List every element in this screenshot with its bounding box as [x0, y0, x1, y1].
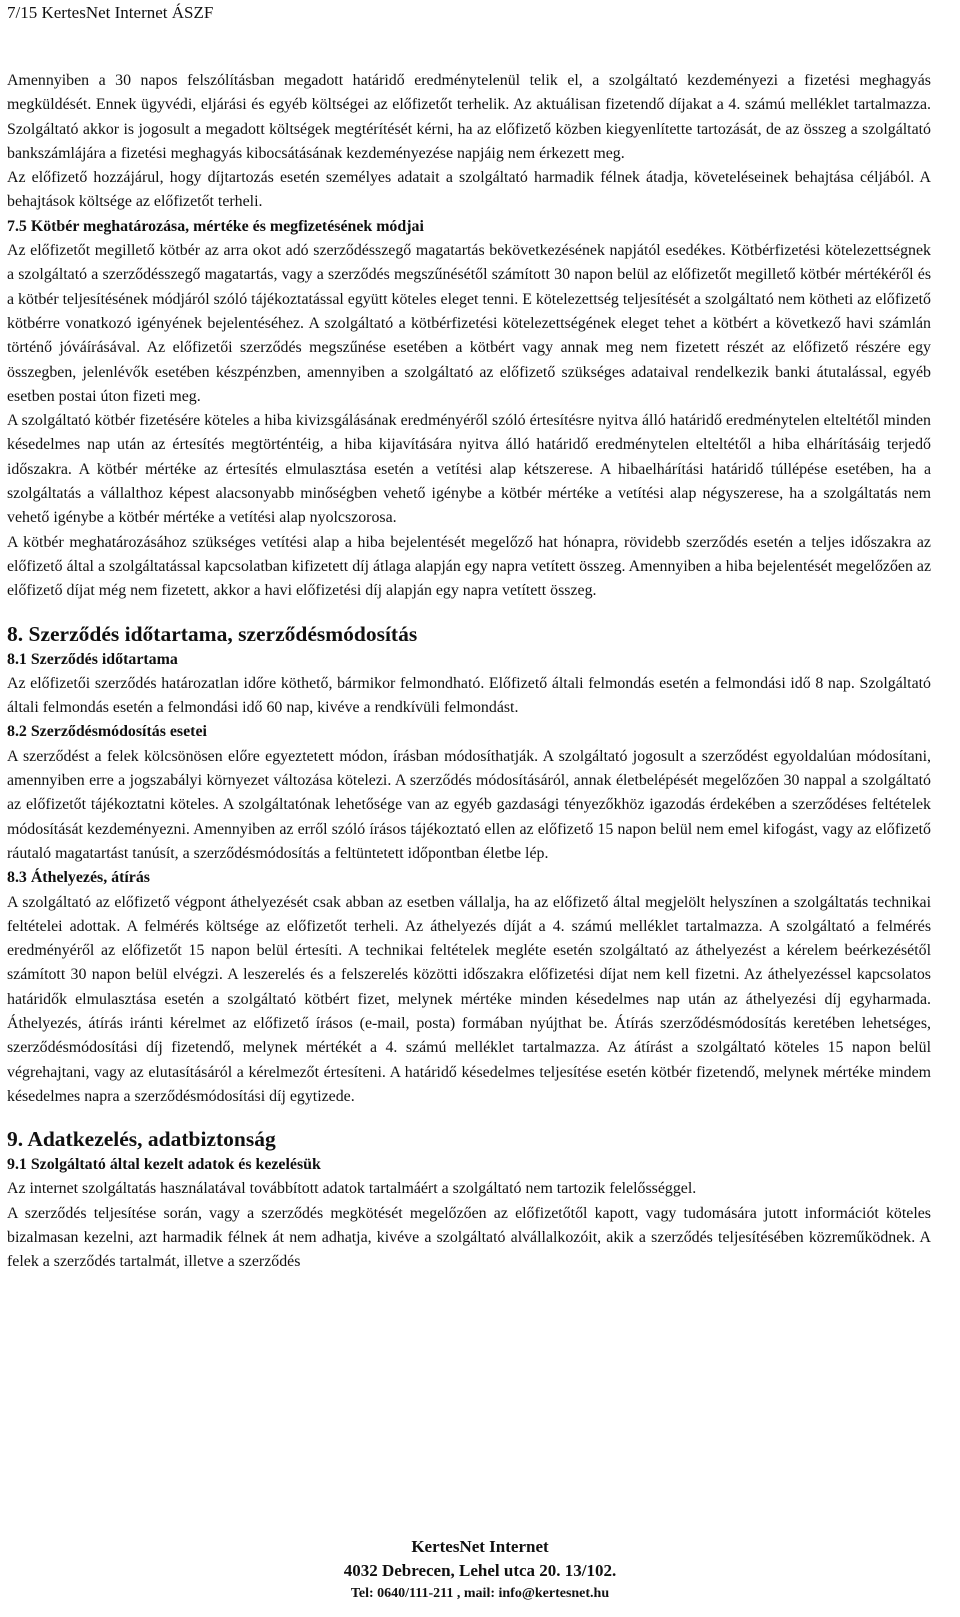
page-header: 7/15 KertesNet Internet ÁSZF — [7, 3, 214, 22]
subheading-8-1: 8.1 Szerződés időtartama — [7, 650, 178, 668]
paragraph-bizalmas-kezeles: A szerződés teljesítése során, vagy a szerződés megkötését megelőzően az előfizetőtől kapott, vagy tudomására jutott információt köteles bizalmasan kezelni, azt harmadik félnek át nem adhatja, kivéve a szolgáltató alvállalkozóit, akik a szerződés teljesítésében közreműködnek. A felek a szerződés tartalmát, illetve a szerződés — [7, 1204, 931, 1271]
paragraph-athelyezes: A szolgáltató az előfizető végpont áthelyezését csak abban az esetben vállalja, ha az előfizető által megjelölt helyszínen a szolgáltatás technikai feltételei adottak. A felmérés költsége az előfizetőt terheli. Az áthelyezés díját a 4. számú melléklet tartalmazza. A szolgáltató a felmérés eredményéről az előfizetőt 15 napon belül értesíti. A technikai feltételek megléte esetén szolgáltató az áthelyezést a kérelem beérkezésétől számított 30 napon belül elvégzi. A leszerelés és a felszerelés közötti időszakra előfizetési díjat nem kell fizetni. Az áthelyezéssel kapcsolatos határidők elmulasztása esetén a szolgáltató kötbért fizet, melynek mértéke minden késedelmes nap után az áthelyezési díj egyharmada. Áthelyezés, átírás iránti kérelmet az előfizető írásos (e-mail, posta) formában nyújthat be. Átírás szerződésmódosítás keretében lehetséges, szerződésmódosítási díj fizetendő, melynek mértékét a 4. számú melléklet tartalmazza. Az átírást a szolgáltató köteles 15 napon belül végrehajtani, vagy az elutasításáról a kérelmezőt értesíteni. A határidő késedelmes teljesítése esetén kötbér fizetendő, melynek mértéke mindem késedelmes napra a szerződésmódosítási díj egytizede. — [7, 893, 931, 1105]
document-body — [7, 69, 931, 1275]
paragraph-vetitesi-alap: A kötbér meghatározásához szükséges vetítési alap a hiba bejelentését megelőző hat hónapra, rövidebb szerződés esetén a teljes időszakra az előfizető által a szolgáltatással kapcsolatban kifizetett díj átlaga alapján egy napra vetített összeg. Amennyiben a hiba bejelentését megelőzően az előfizető díjat még nem fizetett, akkor a havi előfizetési díj alapján egy napra vetített összeg. — [7, 533, 931, 600]
paragraph-fizetesi-meghagyas: Amennyiben a 30 napos felszólításban megadott határidő eredménytelenül telik el, a szolgáltató kezdeményezi a fizetési meghagyás megküldését. Ennek ügyvédi, eljárási és egyéb költségei az előfizetőt terhelik. Az aktuálisan fizetendő díjakat a 4. számú melléklet tartalmazza. Szolgáltató akkor is jogosult a megadott költségek megtérítését kérni, ha az előfizető közben kiegyenlítette tartozását, de az összeg a szolgáltató bankszámlájára a fizetési meghagyás kibocsátásának kezdeményezése napjáig nem érkezett meg. — [7, 72, 931, 162]
footer-company-name: KertesNet Internet — [411, 1537, 549, 1556]
paragraph-tovabbitott-adatok: Az internet szolgáltatás használatával továbbított adatok tartalmáért a szolgáltató nem tartozik felelősséggel. — [7, 1180, 697, 1198]
subheading-7-5: 7.5 Kötbér meghatározása, mértéke és megfizetésének módjai — [7, 217, 424, 235]
section-title-8: 8. Szerződés időtartama, szerződésmódosítás — [7, 621, 418, 646]
subheading-8-2: 8.2 Szerződésmódosítás esetei — [7, 723, 207, 741]
paragraph-idotartam: Az előfizetői szerződés határozatlan időre köthető, bármikor felmondható. Előfizető általi felmondás esetén a felmondási idő 8 nap. Szolgáltató általi felmondás esetén a felmondási idő 60 nap, kivéve a rendkívüli felmondást. — [7, 674, 931, 717]
paragraph-szerzodesmodositas: A szerződést a felek kölcsönösen előre egyeztetett módon, írásban módosíthatják. A szolgáltató jogosult a szerződést egyoldalúan módosítani, amennyiben erre a jogszabályi környezet változása kötelezi. A szerződés módosításáról, annak életbelépését megelőzően 30 nappal a szolgáltató az előfizetőt tájékoztatni köteles. A szolgáltatónak lehetősége van az egyéb gazdasági tényezőkhöz igazodás érdekében a szerződéses feltételek módosítását kezdeményezni. Amennyiben az erről szóló írásos tájékoztató ellen az előfizető 15 napon belül nem emel kifogást, vagy az előfizető ráutaló magatartást tanúsít, a szerződésmódosítás a feltüntetett időpontban életbe lép. — [7, 747, 931, 862]
subheading-9-1: 9.1 Szolgáltató által kezelt adatok és kezelésük — [7, 1156, 321, 1174]
page-footer — [0, 1535, 960, 1605]
paragraph-kotber-esedekes: Az előfizetőt megillető kötbér az arra okot adó szerződésszegő magatartás bekövetkezésének napjától esedékes. Kötbérfizetési kötelezettségnek a szolgáltató a szerződésszegő magatartás, vagy a szerződés megszűnésétől számított 30 napon belül az előfizetőt megillető kötbér mértékéről és a kötbér teljesítésének módjáról szóló tájékoztatással együtt köteles eleget tenni. E kötelezettség teljesítését a szolgáltató nem kötheti az előfizető kötbérre vonatkozó igényének bejelentéséhez. A szolgáltató a kötbérfizetési kötelezettségének eleget tehet a kötbért a következő havi számlán történő jóváírásával. Az előfizetői szerződés megszűnése esetében a kötbért vagy annak meg nem fizetett részét az előfizető részére egy összegben, jelenlévők esetében készpénzben, amennyiben a szolgáltató az előfizető szükséges adataival rendelkezik banki átutalással, egyéb esetben postai úton fizeti meg. — [7, 242, 931, 405]
section-title-9: 9. Adatkezelés, adatbiztonság — [7, 1127, 276, 1152]
subheading-8-3: 8.3 Áthelyezés, átírás — [7, 869, 150, 887]
footer-address: 4032 Debrecen, Lehel utca 20. 13/102. — [343, 1561, 617, 1580]
paragraph-kotber-fizetes: A szolgáltató kötbér fizetésére köteles a hiba kivizsgálásának eredményéről szóló értesítésre nyitva álló határidő eredménytelen elteltétől minden késedelmes nap után az értesítés megtörténtéig, a hiba kijavítására nyitva álló határidő eredménytelen elteltétől a hiba elhárításáig terjedő időszakra. A kötbér mértéke az értesítés elmulasztása esetén a vetítési alap kétszerese. A hibaelhárítási határidő túllépése esetében, ha a szolgáltatás a vállalthoz képest alacsonyabb minőségben vehető igénybe a kötbér mértéke a vetítési alap négyszerese, ha a szolgáltatás nem vehető igénybe a kötbér mértéke a vetítési alap nyolcszorosa. — [7, 412, 931, 527]
footer-contact: Tel: 0640/111-211 , mail: info@kertesnet.hu — [350, 1586, 610, 1601]
paragraph-dijtartozas: Az előfizető hozzájárul, hogy díjtartozás esetén személyes adatait a szolgáltató harmadik félnek átadja, követeléseinek behajtása céljából. A behajtások költsége az előfizetőt terheli. — [7, 169, 931, 211]
